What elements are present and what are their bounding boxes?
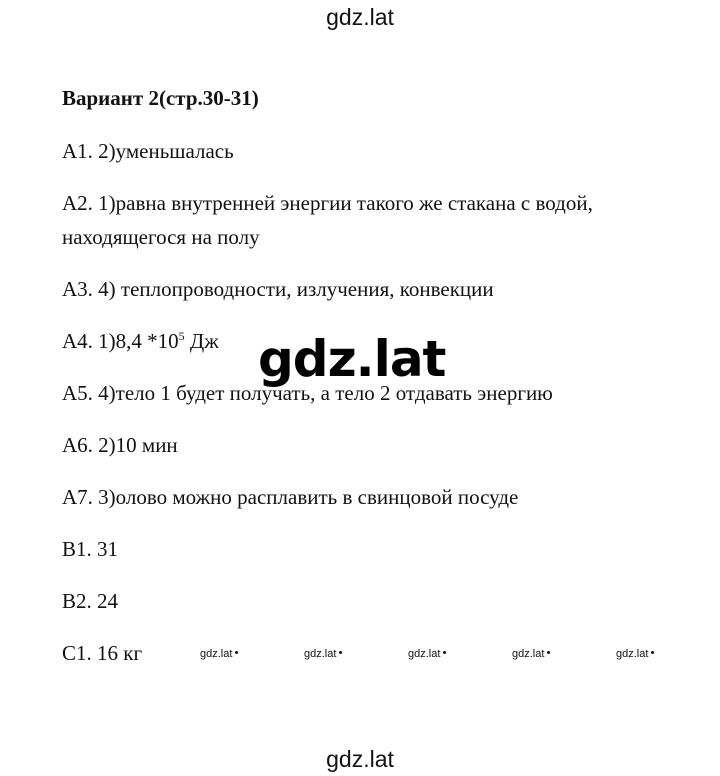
small-watermark (304, 648, 342, 660)
small-watermark (512, 648, 550, 660)
answer-a5: А5. 4)тело 1 будет получать, а тело 2 отдавать энергию (62, 381, 553, 405)
small-watermark-text: gdz.lat (200, 648, 233, 660)
answer-a1: А1. 2)уменьшалась (62, 139, 234, 163)
small-watermark (616, 648, 654, 660)
answer-a2-line2: находящегося на полу (62, 225, 260, 249)
answer-a6: А6. 2)10 мин (62, 433, 178, 457)
answer-a4 (62, 324, 219, 358)
dot-icon (235, 651, 238, 654)
dot-icon (339, 651, 342, 654)
small-watermark-text: gdz.lat (304, 648, 337, 660)
dot-icon (651, 651, 654, 654)
answer-a4-exponent: 5 (178, 329, 185, 343)
answer-a4-unit: Дж (184, 329, 219, 353)
answer-b1: В1. 31 (62, 537, 119, 561)
answer-a3: А3. 4) теплопроводности, излучения, конвекции (62, 277, 494, 301)
small-watermark-text: gdz.lat (616, 648, 649, 660)
answer-a4-value: А4. 1)8,4 *10 (62, 329, 179, 353)
watermark-center: gdz.lat (258, 330, 446, 388)
small-watermark (200, 648, 238, 660)
small-watermark (408, 648, 446, 660)
page-title: Вариант 2(стр.30-31) (62, 86, 259, 110)
answer-a2-line1: А2. 1)равна внутренней энергии такого же стакана с водой, (62, 191, 593, 215)
small-watermark-text: gdz.lat (512, 648, 545, 660)
answer-a7: А7. 3)олово можно расплавить в свинцовой посуде (62, 485, 519, 509)
watermark-top: gdz.lat (326, 4, 394, 30)
small-watermark-text: gdz.lat (408, 648, 441, 660)
watermark-bottom: gdz.lat (326, 746, 394, 772)
dot-icon (547, 651, 550, 654)
answer-c1: С1. 16 кг (62, 641, 143, 665)
answer-b2: В2. 24 (62, 589, 119, 613)
dot-icon (443, 651, 446, 654)
